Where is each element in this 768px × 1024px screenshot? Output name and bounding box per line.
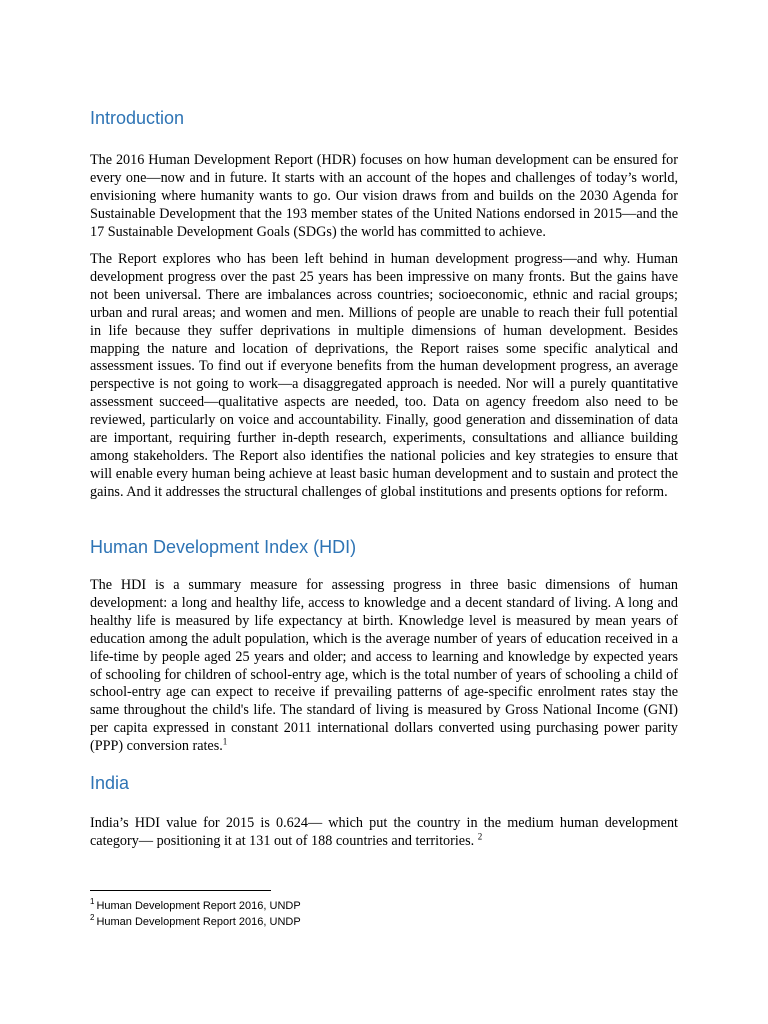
heading-india: India: [90, 773, 130, 793]
paragraph-introduction-2: The Report explores who has been left behind in human development progress—and why. Human development progress over the past 25 years has been impressive on many fronts. But the gains have not been universal. There are imbalances across countries; socioeconomic, ethnic and racial groups; urban and rural areas; and women and men. Millions of people are unable to reach their full potential in life because they suffer deprivations in multiple dimensions of human development. Besides mapping the nature and location of deprivations, the Report raises some specific analytical and assessment issues. To find out if everyone benefits from the human development progress, an average perspective is not going to work—a disaggregated approach is needed. Nor will a purely quantitative assessment succeed—qualitative aspects are needed, too. Data on agency freedom also need to be reviewed, particularly on voice and accountability. Finally, good generation and dissemination of data are important, requiring further in-depth research, experiments, consultations and alliance building among stakeholders. The Report also identifies the national policies and key strategies to ensure that will enable every human being achieve at least basic human development and to sustain and protect the gains. And it addresses the structural challenges of global institutions and presents options for reform.: [90, 251, 678, 500]
footnote-ref-1[interactable]: 1: [222, 736, 228, 747]
footnote-separator: [90, 890, 271, 891]
paragraph-india-text: India’s HDI value for 2015 is 0.624— which put the country in the medium human development category— positioning it at 131 out of 188 countries and territories.: [90, 815, 678, 849]
footnote-2-number: 2: [90, 913, 95, 923]
heading-introduction: Introduction: [90, 108, 185, 128]
footnote-1: [90, 899, 301, 913]
paragraph-hdi: [90, 577, 678, 756]
paragraph-hdi-text: The HDI is a summary measure for assessing progress in three basic dimensions of human development: a long and healthy life, access to knowledge and a decent standard of living. A long and healthy life is measured by life expectancy at birth. Knowledge level is measured by mean years of education among the adult population, which is the average number of years of education received in a life-time by people aged 25 years and older; and access to learning and knowledge by expected years of schooling for children of school-entry age, which is the total number of years of schooling a child of school-entry age can expect to receive if prevailing patterns of age-specific enrolment rates stay the same throughout the child's life. The standard of living is measured by Gross National Income (GNI) per capita expressed in constant 2011 international dollars converted using purchasing power parity (PPP) conversion rates.: [90, 577, 678, 755]
paragraph-india: [90, 815, 678, 851]
footnote-2: [90, 915, 301, 929]
heading-hdi: Human Development Index (HDI): [90, 537, 357, 557]
footnote-2-text: Human Development Report 2016, UNDP: [96, 916, 301, 928]
paragraph-introduction-1: The 2016 Human Development Report (HDR) focuses on how human development can be ensured for every one—now and in future. It starts with an account of the hopes and challenges of today’s world, envisioning where humanity wants to go. Our vision draws from and builds on the 2030 Agenda for Sustainable Development that the 193 member states of the United Nations endorsed in 2015—and the 17 Sustainable Development Goals (SDGs) the world has committed to achieve.: [90, 152, 678, 240]
footnote-1-number: 1: [90, 897, 95, 907]
footnote-ref-2[interactable]: 2: [477, 831, 483, 842]
footnote-1-text: Human Development Report 2016, UNDP: [96, 900, 301, 912]
